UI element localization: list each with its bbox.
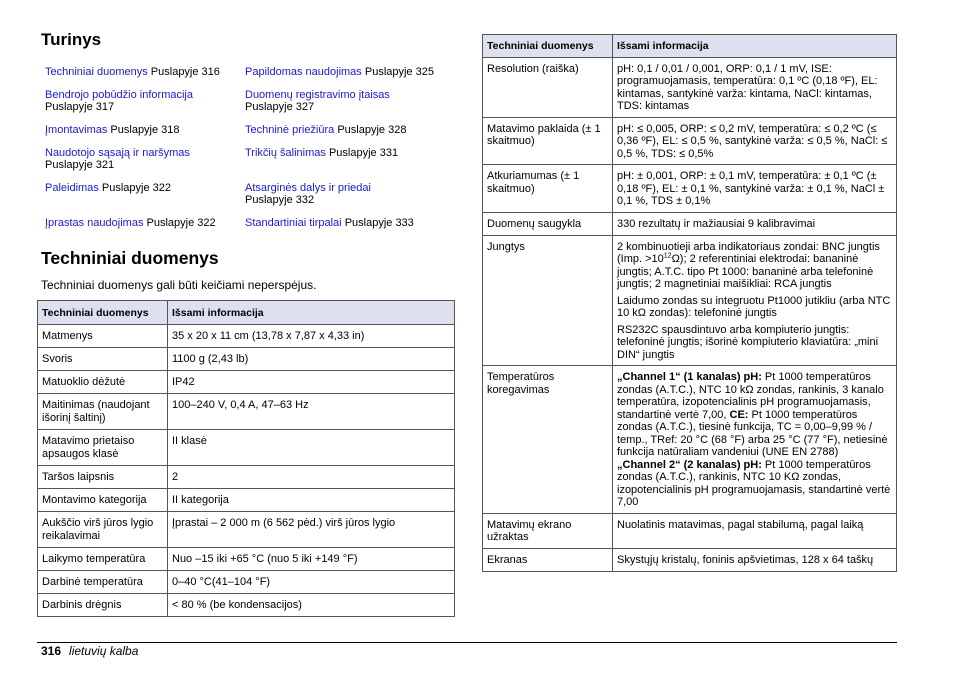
toc-link[interactable]: Paleidimas xyxy=(45,182,99,194)
spec-name: Matavimų ekrano užraktas xyxy=(483,513,613,548)
footer-divider xyxy=(37,642,897,643)
toc-link[interactable]: Atsarginės dalys ir priedai xyxy=(245,182,371,194)
toc-entry[interactable] xyxy=(245,89,390,113)
spec-name: Resolution (raiška) xyxy=(483,57,613,117)
table-row xyxy=(38,594,455,617)
toc-link[interactable]: Papildomas naudojimas xyxy=(245,66,362,78)
spec-detail: < 80 % (be kondensacijos) xyxy=(168,594,455,617)
spec-name: Jungtys xyxy=(483,235,613,366)
channel-text: Pt 1000 temperatūros zondas (A.T.C.), NTC 10 kΩ zondas, rankinis, 3 kanalo temperatūra, izopotencialinis pH programuojamasis, standartinė vertė 7,00, xyxy=(617,371,884,421)
spec-name: Maitinimas (naudojant išorinį šaltinį) xyxy=(38,394,168,430)
spec-detail: Skystųjų kristalų, foninis apšvietimas, 128 x 64 taškų xyxy=(613,548,897,571)
spec-detail: II kategorija xyxy=(168,489,455,512)
toc-entry[interactable] xyxy=(245,66,434,78)
toc-entry[interactable] xyxy=(45,217,216,229)
spec-name: Matmenys xyxy=(38,325,168,348)
spec-detail: IP42 xyxy=(168,371,455,394)
spec-detail: 330 rezultatų ir mažiausiai 9 kalibravimai xyxy=(613,212,897,235)
toc-page: Puslapyje 333 xyxy=(344,217,414,229)
tech-heading: Techniniai duomenys xyxy=(41,248,219,268)
toc-link[interactable]: Bendrojo pobūdžio informacija xyxy=(45,89,193,101)
connector-paragraph: RS232C spausdintuvo arba kompiuterio jungtis: telefoninė jungtis; išorinė kompiuterio klaviatūra: „mini DIN“ jungtis xyxy=(617,323,879,361)
table-row xyxy=(483,212,897,235)
table-row xyxy=(483,366,897,514)
channel-text: Pt 1000 temperatūros zondas (A.T.C.), tiesinė funkcija, TC = 0,00–9,99 % / temp., TRef: 20 °C (68 °F) arba 25 °C (77 °F), netiesinė funkcija natūraliam vandeniui (UNE EN 2788) xyxy=(617,408,888,458)
toc-link[interactable]: Įmontavimas xyxy=(45,124,108,136)
toc-link[interactable]: Techniniai duomenys xyxy=(45,66,148,78)
spec-detail: Nuo –15 iki +65 °C (nuo 5 iki +149 °F) xyxy=(168,548,455,571)
toc-page: Puslapyje 317 xyxy=(45,101,115,113)
spec-detail: II klasė xyxy=(168,430,455,466)
spec-name: Duomenų saugykla xyxy=(483,212,613,235)
spec-name: Matuoklio dėžutė xyxy=(38,371,168,394)
col-header-detail: Išsami informacija xyxy=(613,35,897,58)
spec-detail xyxy=(613,366,897,514)
toc-page: Puslapyje 321 xyxy=(45,159,115,171)
table-row xyxy=(38,571,455,594)
spec-detail: pH: ± 0,001, ORP: ± 0,1 mV, temperatūra: ± 0,1 ºC (± 0,18 ºF), EL: ± 0,1 %, santykinė varža: ± 0,1 %, NaCl ± 0,1 %, TDS ± 0,1% xyxy=(613,165,897,213)
toc-page: Puslapyje 327 xyxy=(245,101,315,113)
spec-detail: 0–40 °C(41–104 °F) xyxy=(168,571,455,594)
toc-entry[interactable] xyxy=(45,182,171,194)
table-row xyxy=(38,512,455,548)
channel-label: „Channel 1“ (1 kanalas) pH: xyxy=(617,371,762,383)
table-row xyxy=(38,325,455,348)
channel-label: CE: xyxy=(729,408,749,421)
toc-page: Puslapyje 322 xyxy=(146,217,216,229)
table-row xyxy=(38,394,455,430)
spec-name: Taršos laipsnis xyxy=(38,466,168,489)
page-number: 316 xyxy=(41,644,62,658)
spec-detail: 1100 g (2,43 lb) xyxy=(168,348,455,371)
spec-name: Atkuriamumas (± 1 skaitmuo) xyxy=(483,165,613,213)
connector-paragraph: Laidumo zondas su integruotu Pt1000 jutikliu (arba NTC 10 kΩ zondas): telefoninė jungtis xyxy=(617,294,891,319)
table-row xyxy=(483,117,897,165)
table-row xyxy=(483,235,897,366)
toc-entry[interactable] xyxy=(45,66,220,78)
spec-name: Matavimo prietaiso apsaugos klasė xyxy=(38,430,168,466)
footer-language: lietuvių kalba xyxy=(69,644,139,658)
spec-name: Temperatūros koregavimas xyxy=(483,366,613,514)
spec-name: Darbinis drėgnis xyxy=(38,594,168,617)
toc-link[interactable]: Įprastas naudojimas xyxy=(45,217,144,229)
spec-detail: 100–240 V, 0,4 A, 47–63 Hz xyxy=(168,394,455,430)
spec-name: Aukščio virš jūros lygio reikalavimai xyxy=(38,512,168,548)
col-header-detail: Išsami informacija xyxy=(168,301,455,325)
spec-name: Matavimo paklaida (± 1 skaitmuo) xyxy=(483,117,613,165)
connector-paragraph xyxy=(617,241,892,291)
spec-table-right xyxy=(482,34,897,572)
toc-page: Puslapyje 331 xyxy=(328,147,399,159)
toc-page: Puslapyje 316 xyxy=(150,66,220,78)
table-row xyxy=(38,466,455,489)
exponent: 12 xyxy=(663,252,672,260)
toc-entry[interactable] xyxy=(245,217,414,229)
channel-label: „Channel 2“ (2 kanalas) pH: xyxy=(617,458,762,471)
table-row xyxy=(38,348,455,371)
spec-detail xyxy=(613,235,897,366)
toc-entry[interactable] xyxy=(45,147,190,171)
toc-entry[interactable] xyxy=(245,182,371,206)
page-footer xyxy=(41,644,138,658)
table-row xyxy=(483,57,897,117)
spec-detail: 35 x 20 x 11 cm (13,78 x 7,87 x 4,33 in) xyxy=(168,325,455,348)
spec-name: Laikymo temperatūra xyxy=(38,548,168,571)
toc-link[interactable]: Standartiniai tirpalai xyxy=(245,217,342,229)
toc-entry[interactable] xyxy=(45,89,193,113)
table-row xyxy=(483,548,897,571)
spec-table-left xyxy=(37,300,455,617)
toc-link[interactable]: Naudotojo sąsają ir naršymas xyxy=(45,147,190,159)
table-row xyxy=(483,513,897,548)
spec-name: Darbinė temperatūra xyxy=(38,571,168,594)
connector-text: 2 kombinuotieji arba indikatoriaus zondai: BNC jungtis (Imp. >10 xyxy=(617,240,880,265)
tech-intro: Techniniai duomenys gali būti keičiami neperspėjus. xyxy=(41,278,317,292)
toc-entry[interactable] xyxy=(245,124,406,136)
table-row xyxy=(38,548,455,571)
table-row xyxy=(38,371,455,394)
toc-link[interactable]: Duomenų registravimo įtaisas xyxy=(245,89,390,101)
col-header-spec: Techniniai duomenys xyxy=(38,301,168,325)
toc-page: Puslapyje 322 xyxy=(101,182,171,194)
toc-link[interactable]: Techninė priežiūra xyxy=(245,124,335,136)
toc-page: Puslapyje 325 xyxy=(364,66,434,78)
spec-name: Montavimo kategorija xyxy=(38,489,168,512)
spec-name: Svoris xyxy=(38,348,168,371)
col-header-spec: Techniniai duomenys xyxy=(483,35,613,58)
table-row xyxy=(38,430,455,466)
toc-page: Puslapyje 318 xyxy=(110,124,180,136)
toc-page: Puslapyje 332 xyxy=(245,194,315,206)
spec-detail: Nuolatinis matavimas, pagal stabilumą, pagal laiką xyxy=(613,513,897,548)
spec-detail: 2 xyxy=(168,466,455,489)
connector-text: Ω); 2 referentiniai elektrodai: bananinė jungtis; A.T.C. tipo Pt 1000: bananinė arba telefoninė jungtis; 2 magnetiniai maišikliai: RCA jungtis xyxy=(617,253,874,290)
spec-detail: pH: 0,1 / 0,01 / 0,001, ORP: 0,1 / 1 mV, ISE: programuojamasis, temperatūra: 0,1 ºC (0,18 ºF), EL: kintamas, santykinė varža: kintama, NaCl: kintamas, TDS: kintamas xyxy=(613,57,897,117)
toc-heading: Turinys xyxy=(41,30,102,49)
spec-detail: pH: ≤ 0,005, ORP: ≤ 0,2 mV, temperatūra: ≤ 0,2 ºC (≤ 0,36 ºF), EL: ≤ 0,5 %, santykinė varža: ≤ 0,5 %, NaCl: ≤ 0,5 %, TDS: ≤ 0,5% xyxy=(613,117,897,165)
spec-detail: Įprastai – 2 000 m (6 562 pėd.) virš jūros lygio xyxy=(168,512,455,548)
spec-name: Ekranas xyxy=(483,548,613,571)
channel-text: Pt 1000 temperatūros zondas (A.T.C.), rankinis, NTC 10 KΩ zondas, izopotencialinis pH programuojamasis, standartinė vertė 7,00 xyxy=(617,458,891,508)
toc-entry[interactable] xyxy=(245,147,398,159)
toc-entry[interactable] xyxy=(45,124,180,136)
toc-page: Puslapyje 328 xyxy=(337,124,407,136)
table-row xyxy=(38,489,455,512)
table-row xyxy=(483,165,897,213)
toc-link[interactable]: Trikčių šalinimas xyxy=(245,147,326,159)
